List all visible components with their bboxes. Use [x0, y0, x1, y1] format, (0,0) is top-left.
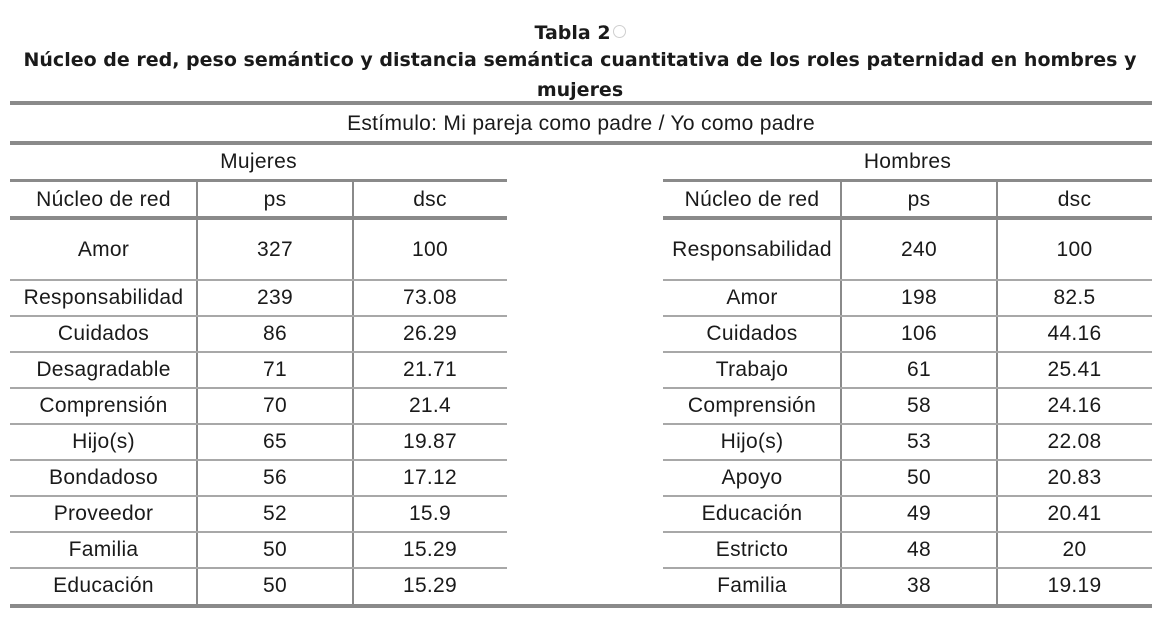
- table-cell-dsc: 21.4: [408, 394, 452, 417]
- column-header: ps: [263, 187, 287, 211]
- table-cell-term: Desagradable: [36, 358, 171, 381]
- table-cell-term: Educación: [701, 502, 803, 525]
- table-cell-ps: 240: [901, 237, 937, 261]
- stimulus-label: Estímulo: Mi pareja como padre / Yo como padre: [347, 112, 815, 135]
- table-cell-ps: 239: [257, 286, 293, 309]
- table-cell-ps: 50: [263, 574, 287, 597]
- table-cell-term: Familia: [717, 574, 787, 597]
- table-cell-term: Amor: [726, 286, 778, 309]
- table-cell-ps: 50: [263, 538, 287, 561]
- table-cell-ps: 198: [901, 286, 937, 309]
- table-cell-dsc: 21.71: [402, 358, 458, 381]
- table-cell-term: Proveedor: [53, 502, 154, 525]
- table-cell-ps: 327: [257, 237, 293, 261]
- bottom-rule: [10, 604, 1152, 608]
- table-cell-dsc: 82.5: [1053, 286, 1096, 309]
- table-cell-dsc: 26.29: [402, 322, 458, 345]
- table-cell-ps: 61: [907, 358, 931, 381]
- table-caption-line-2: mujeres: [536, 79, 624, 101]
- table-cell-ps: 65: [263, 430, 287, 453]
- table-cell-term: Cuidados: [57, 322, 150, 345]
- table-cell-term: Educación: [53, 574, 154, 597]
- table-caption-line-1: Núcleo de red, peso semántico y distancia semántica cuantitativa de los roles paternidad en hombres y: [23, 49, 1137, 71]
- table-cell-dsc: 20.41: [1047, 502, 1102, 525]
- column-header: Núcleo de red: [36, 187, 171, 211]
- table-cell-dsc: 19.87: [402, 430, 458, 453]
- table-cell-ps: 58: [907, 394, 931, 417]
- table-cell-ps: 86: [263, 322, 287, 345]
- table-cell-term: Apoyo: [721, 466, 783, 489]
- table-cell-dsc: 17.12: [402, 466, 458, 489]
- column-header: Núcleo de red: [684, 187, 820, 211]
- table-cell-ps: 49: [907, 502, 931, 525]
- table-cell-term: Cuidados: [706, 322, 798, 345]
- table-cell-dsc: 15.29: [402, 574, 458, 597]
- table-cell-dsc: 22.08: [1047, 430, 1102, 453]
- table-cell-ps: 38: [907, 574, 931, 597]
- column-header: ps: [907, 187, 931, 211]
- table-cell-ps: 50: [907, 466, 931, 489]
- table-cell-term: Familia: [68, 538, 139, 561]
- top-rule: [10, 101, 1152, 105]
- table-cell-ps: 52: [263, 502, 287, 525]
- table-cell-term: Hijo(s): [720, 430, 784, 453]
- table-label-text: Tabla 2: [534, 22, 611, 44]
- table-cell-dsc: 20: [1062, 538, 1087, 561]
- table-cell-term: Responsabilidad: [23, 286, 184, 309]
- circle-icon: [613, 25, 626, 38]
- table-label: [0, 22, 1160, 44]
- table-cell-dsc: 15.9: [408, 502, 452, 525]
- table-cell-term: Responsabilidad: [672, 237, 832, 261]
- table-cell-ps: 71: [263, 358, 287, 381]
- table-cell-term: Trabajo: [715, 358, 789, 381]
- table-cell-dsc: 44.16: [1047, 322, 1102, 345]
- table-cell-term: Bondadoso: [49, 466, 158, 489]
- table-cell-ps: 70: [263, 394, 287, 417]
- table-cell-term: Estricto: [715, 538, 789, 561]
- group-label-mujeres: Mujeres: [220, 150, 297, 173]
- table-cell-dsc: 15.29: [402, 538, 458, 561]
- table-cell-dsc: 100: [412, 237, 448, 261]
- table-cell-term: Comprensión: [687, 394, 817, 417]
- table-cell-dsc: 73.08: [402, 286, 458, 309]
- table-cell-dsc: 19.19: [1047, 574, 1102, 597]
- table-cell-dsc: 20.83: [1047, 466, 1102, 489]
- column-header: dsc: [413, 187, 447, 211]
- table-cell-dsc: 24.16: [1047, 394, 1102, 417]
- table-cell-term: Comprensión: [39, 394, 168, 417]
- table-cell-ps: 106: [901, 322, 937, 345]
- table-cell-dsc: 25.41: [1047, 358, 1102, 381]
- table-cell-ps: 53: [907, 430, 931, 453]
- table-cell-ps: 48: [907, 538, 931, 561]
- table-cell-ps: 56: [263, 466, 287, 489]
- table-cell-dsc: 100: [1056, 237, 1093, 261]
- table-cell-term: Hijo(s): [72, 430, 135, 453]
- table-cell-term: Amor: [77, 237, 130, 261]
- column-header: dsc: [1057, 187, 1092, 211]
- group-label-hombres: Hombres: [863, 150, 952, 173]
